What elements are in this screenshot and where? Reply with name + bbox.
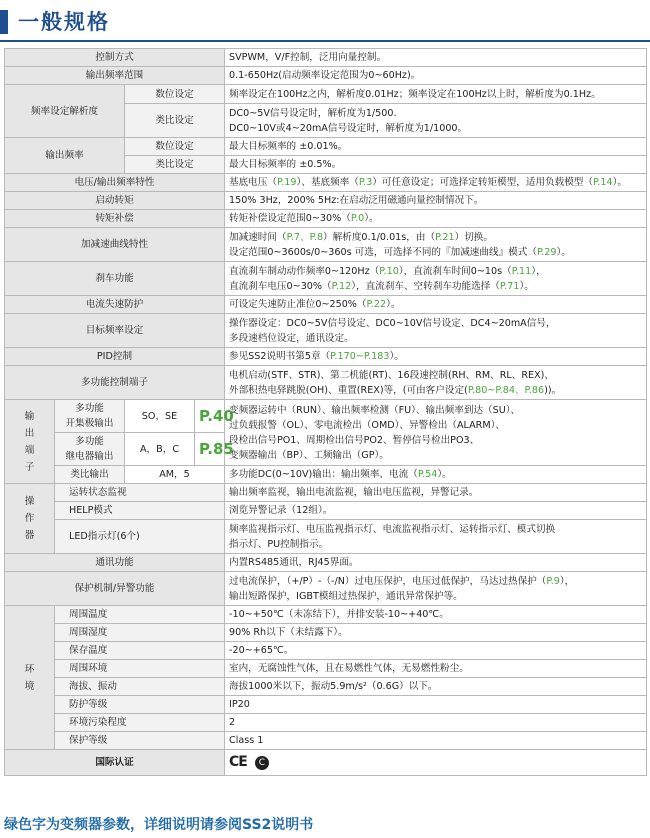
ccc-mark-icon: C [255,756,269,770]
param-ref: P.14 [593,177,613,188]
table-row [5,314,647,348]
value-line: 指示灯、PU控制指示。 [229,538,329,550]
param-ref: P.19 [276,177,297,188]
value-line: 输出短路保护，IGBT模组过热保护，通讯异常保护等。 [229,590,463,602]
row-value: 频率设定在100Hz之内，解析度0.01Hz；频率设定在100Hz以上时，解析度为0.1Hz。 [225,85,647,104]
value-line: 过负载报警（OL）、零电流检出（OMD）、异警检出（ALARM）、 [229,419,506,431]
table-row [5,624,647,642]
row-label: PID控制 [5,348,225,366]
sub-label: 周围温度 [55,606,225,624]
sub-label-line: 继电器输出 [65,451,114,462]
sub-label: 保护等级 [55,732,225,750]
value-text: ）可任意设定；可选择定转矩模型，适用负载模型（ [372,177,593,188]
row-value: 浏览异警记录（12组）。 [225,502,647,520]
value-line: 段检出信号PO1、周期检出信号PO2、暂停信号检出PO3、 [229,434,480,446]
param-ref: P.22 [366,299,387,310]
table-row [5,696,647,714]
value-text: 直流刹车电压0~30%（ [229,280,332,292]
value-line: 频率监视指示灯、电压监视指示灯、电流监视指示灯、运转指示灯、模式切换 [229,523,556,535]
row-value: 最大目标频率的 ±0.5%。 [225,156,647,174]
row-label: 多功能控制端子 [5,366,225,400]
sub-label: LED指示灯(6个) [55,520,225,554]
ce-mark-icon: CE [229,753,247,770]
table-row [5,466,647,484]
sub-label: 周围环境 [55,660,225,678]
table-row [5,192,647,210]
table-row [5,138,647,156]
value-text: 多功能DC(0~10V)输出：输出频率、电流（ [229,469,418,480]
vertical-label: 操作器 [24,496,35,541]
title-underline [0,40,650,42]
row-label [5,484,55,554]
row-value: 室内，无腐蚀性气体，且在易燃性气体，无易燃性粉尘。 [225,660,647,678]
row-value [225,210,647,228]
row-value: -20~+65℃。 [225,642,647,660]
table-row [5,750,647,776]
table-row [5,228,647,262]
value-text: 转矩补偿设定范围0~30%（ [229,213,351,224]
param-ref: P.3 [358,177,373,188]
row-label: 目标频率设定 [5,314,225,348]
sub-label: HELP模式 [55,502,225,520]
value-text: ），直流刹车、空转刹车功能选择（ [351,280,500,292]
value-text: ）。 [519,280,534,292]
terminal-names: SO，SE [125,400,195,433]
table-row [5,660,647,678]
row-value: -10~+50℃（未冻结下），并排安装-10~+40℃。 [225,606,647,624]
sub-label: 类比输出 [55,466,125,484]
row-label [5,400,55,484]
table-row [5,210,647,228]
spec-table-container [4,48,646,776]
sub-label: 海拔、振动 [55,678,225,696]
sub-label: 类比设定 [125,156,225,174]
sub-label: 周围湿度 [55,624,225,642]
table-row [5,520,647,554]
row-value: SVPWM，V/F控制，泛用向量控制。 [225,49,647,67]
row-label: 通讯功能 [5,554,225,572]
table-row [5,262,647,296]
row-label: 输出频率 [5,138,125,174]
row-value: 最大目标频率的 ±0.01%。 [225,138,647,156]
terminal-names: A，B，C [125,433,195,466]
vertical-label: 环境 [24,663,35,692]
row-value [225,348,647,366]
table-row [5,67,647,85]
vertical-label: 输出端子 [24,410,35,473]
value-text: ）切换。 [454,231,493,243]
row-value [225,520,647,554]
param-ref: P.10 [379,265,399,277]
row-value: 海拔1000米以下，振动5.9m/s²（0.6G）以下。 [225,678,647,696]
sub-label: 保存温度 [55,642,225,660]
sub-label: 环境污染程度 [55,714,225,732]
value-text: ）， [559,575,575,587]
row-value [225,400,647,466]
row-value: 输出频率监视，输出电流监视，输出电压监视，异警记录。 [225,484,647,502]
row-label: 输出频率范围 [5,67,225,85]
param-ref: P.85 [195,433,225,466]
title-accent-bar [0,10,8,34]
row-value: 0.1-650Hz(启动频率设定范围为0~60Hz)。 [225,67,647,85]
value-text: ）。 [612,177,627,188]
value-text: ）。 [556,246,571,258]
table-row [5,174,647,192]
sub-label: 数位设定 [125,85,225,104]
sub-label: 运转状态监视 [55,484,225,502]
sub-label: 数位设定 [125,138,225,156]
title-bar [0,4,650,38]
value-text: 过电流保护，（+/P）-（-/N）过电压保护，电压过低保护，马达过热保护（ [229,575,547,587]
row-label [5,606,55,750]
row-value [225,572,647,606]
row-value [225,228,647,262]
value-text: 可设定失速防止准位0~250%（ [229,299,367,310]
value-text: ))。 [544,384,562,396]
row-value [225,366,647,400]
terminal-names: AM，5 [125,466,225,484]
row-value: 150% 3Hz，200% 5Hz:在启动泛用磁通向量控制情况下。 [225,192,647,210]
row-value [225,314,647,348]
sub-label: 防护等级 [55,696,225,714]
table-row [5,348,647,366]
value-line: DC0~10V或4~20mA信号设定时，解析度为1/1000。 [229,122,468,134]
value-text: 加减速时间（ [229,231,287,243]
row-value [225,296,647,314]
spec-table [4,48,647,776]
row-value: 2 [225,714,647,732]
param-ref: P.12 [331,280,352,292]
table-row [5,484,647,502]
row-value [225,466,647,484]
value-text: ）解析度0.1/0.01s，由（ [323,231,436,243]
row-value [225,174,647,192]
value-text: 参见SS2说明书第5章（ [229,351,331,362]
sub-label-line: 开集极输出 [65,418,114,429]
param-ref: P.7、P.8 [286,231,324,243]
value-text: ）。 [437,469,452,480]
row-label: 国际认证 [5,750,225,776]
param-ref: P.40 [195,400,225,433]
row-label: 频率设定解析度 [5,85,125,138]
row-label: 启动转矩 [5,192,225,210]
table-row [5,85,647,104]
param-ref: P.54 [417,469,438,480]
param-ref: P.9 [546,575,560,587]
table-row [5,678,647,696]
value-text: ），直流刹车时间0~10s（ [398,265,512,277]
value-line: 变频器输出（BP）、工频输出（GP）。 [229,449,389,461]
value-text: 直流刹车制动动作频率0~120Hz（ [229,265,380,277]
table-row [5,502,647,520]
table-row [5,642,647,660]
row-value [225,104,647,138]
param-ref: P.80~P.84、P.86 [467,384,545,396]
sub-label-line: 多功能 [75,436,104,447]
sub-label [55,433,125,466]
value-line: 电机启动(STF、STR)、第二机能(RT)、16段速控制(RH、RM、RL、REX)、 [229,369,554,381]
value-text: ）、基底频率（ [296,177,359,188]
row-label: 电流失速防护 [5,296,225,314]
footer-note: 绿色字为变频器参数，详细说明请参阅SS2说明书 [4,817,314,833]
table-row [5,732,647,750]
value-text: 外部积热电驿跳脱(OH)、重置(REX)等，(可由客户设定( [229,384,468,396]
page-title: 一般规格 [18,10,110,34]
value-line: 变频器运转中（RUN）、输出频率检测（FU）、输出频率到达（SU）、 [229,404,521,416]
value-text: ）， [531,265,546,277]
row-label: 保护机制/异警功能 [5,572,225,606]
table-row [5,296,647,314]
param-ref: P.21 [435,231,455,243]
row-label: 加减速曲线特性 [5,228,225,262]
row-value: Class 1 [225,732,647,750]
row-label: 转矩补偿 [5,210,225,228]
row-label: 刹车功能 [5,262,225,296]
value-text: ）。 [389,351,404,362]
param-ref: P.29 [536,246,557,258]
param-ref: P.71 [499,280,520,292]
table-row [5,49,647,67]
param-ref: P.0 [350,213,365,224]
value-text: ）。 [386,299,401,310]
row-value: IP20 [225,696,647,714]
param-ref: P.11 [511,265,532,277]
table-row [5,554,647,572]
table-row [5,606,647,624]
table-row [5,366,647,400]
row-value [225,262,647,296]
param-ref: P.170~P.183 [330,351,390,362]
row-value [225,750,647,776]
table-row [5,714,647,732]
sub-label [55,400,125,433]
value-line: 操作器设定：DC0~5V信号设定、DC0~10V信号设定、DC4~20mA信号， [229,317,556,329]
value-text: 设定范围0~3600s/0~360s 可选，可选择不同的『加减速曲线』模式（ [229,246,537,258]
table-row [5,572,647,606]
value-line: 多段速档位设定，通讯设定。 [229,332,354,344]
sub-label: 类比设定 [125,104,225,138]
row-value: 90% Rh以下（未结露下）。 [225,624,647,642]
table-row [5,400,647,433]
value-text: ）。 [364,213,379,224]
row-label: 控制方式 [5,49,225,67]
value-line: DC0~5V信号设定时，解析度为1/500. [229,107,397,119]
row-value: 内置RS485通讯，RJ45界面。 [225,554,647,572]
value-text: 基底电压（ [229,177,277,188]
sub-label-line: 多功能 [75,403,104,414]
row-label: 电压/输出频率特性 [5,174,225,192]
